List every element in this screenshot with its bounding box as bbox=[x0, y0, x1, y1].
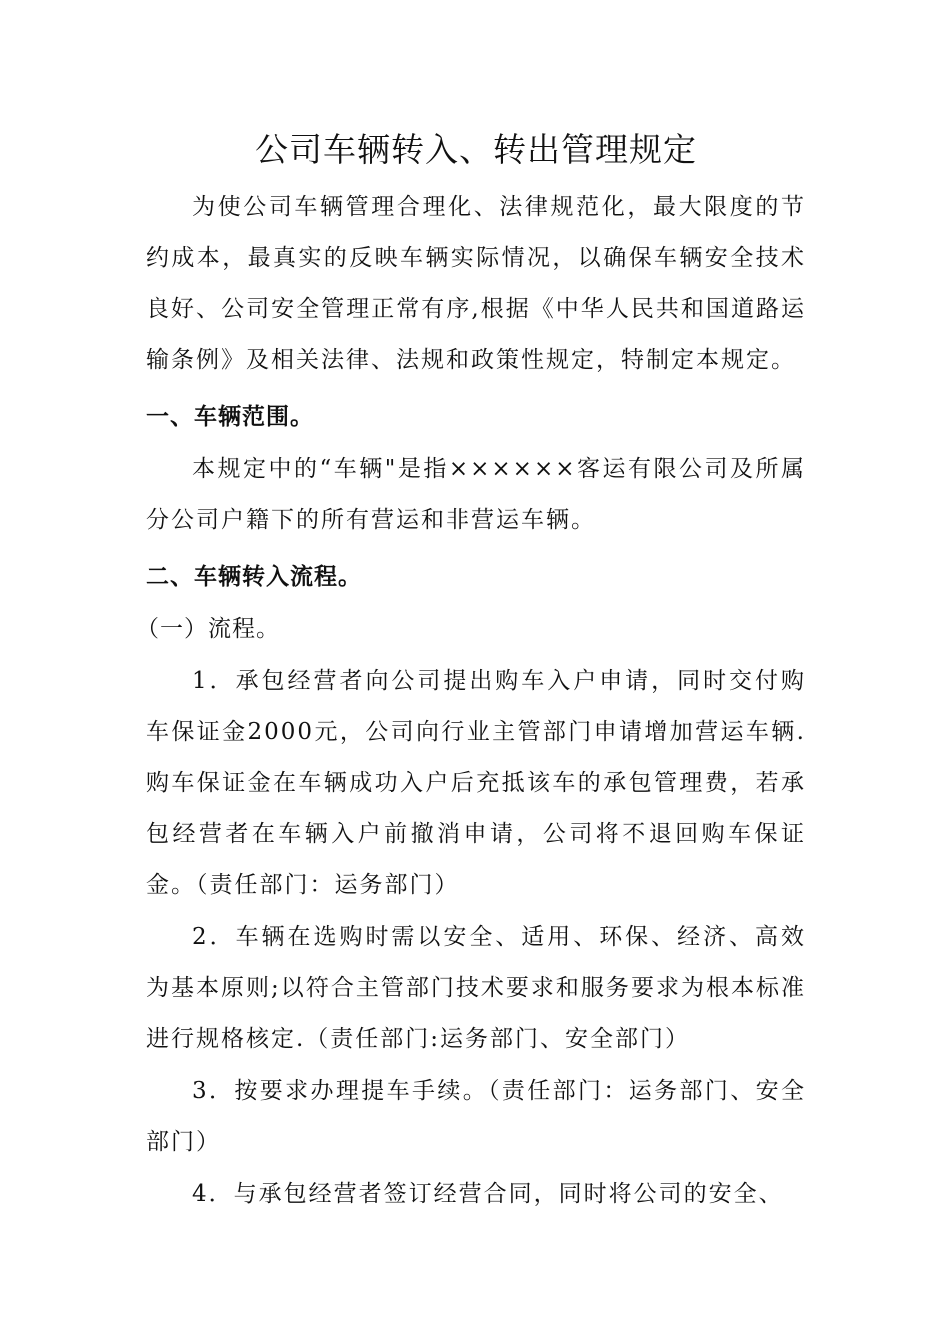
list-item-2: 2．车辆在选购时需以安全、适用、环保、经济、高效为基本原则;以符合主管部门技术要求和服务要求为根本标准进行规格核定.（责任部门:运务部门、安全部门） bbox=[146, 924, 806, 1052]
section-1-body: 本规定中的“车辆"是指××××××客运有限公司及所属分公司户籍下的所有营运和非营运车辆。 bbox=[146, 456, 806, 533]
section-1-heading: 一、车辆范围。 bbox=[146, 403, 314, 430]
section-2-heading: 二、车辆转入流程。 bbox=[146, 563, 362, 590]
document-page bbox=[136, 128, 806, 1220]
document-title: 公司车辆转入、转出管理规定 bbox=[255, 130, 697, 169]
intro-paragraph: 为使公司车辆管理合理化、法律规范化，最大限度的节约成本，最真实的反映车辆实际情况，以确保车辆安全技术良好、公司安全管理正常有序,根据《中华人民共和国道路运输条例》及相关法律、法规和政策性规定，特制定本规定。 bbox=[146, 194, 806, 373]
list-item-1: 1．承包经营者向公司提出购车入户申请，同时交付购车保证金2000元，公司向行业主管部门申请增加营运车辆.购车保证金在车辆成功入户后充抵该车的承包管理费，若承包经营者在车辆入户前撤消申请，公司将不退回购车保证金。（责任部门：运务部门） bbox=[146, 668, 806, 898]
list-item-4: 4．与承包经营者签订经营合同，同时将公司的安全、 bbox=[192, 1181, 784, 1207]
section-2-subheading: （一）流程。 bbox=[136, 616, 280, 642]
list-item-3: 3．按要求办理提车手续。（责任部门：运务部门、安全部门） bbox=[146, 1078, 806, 1155]
